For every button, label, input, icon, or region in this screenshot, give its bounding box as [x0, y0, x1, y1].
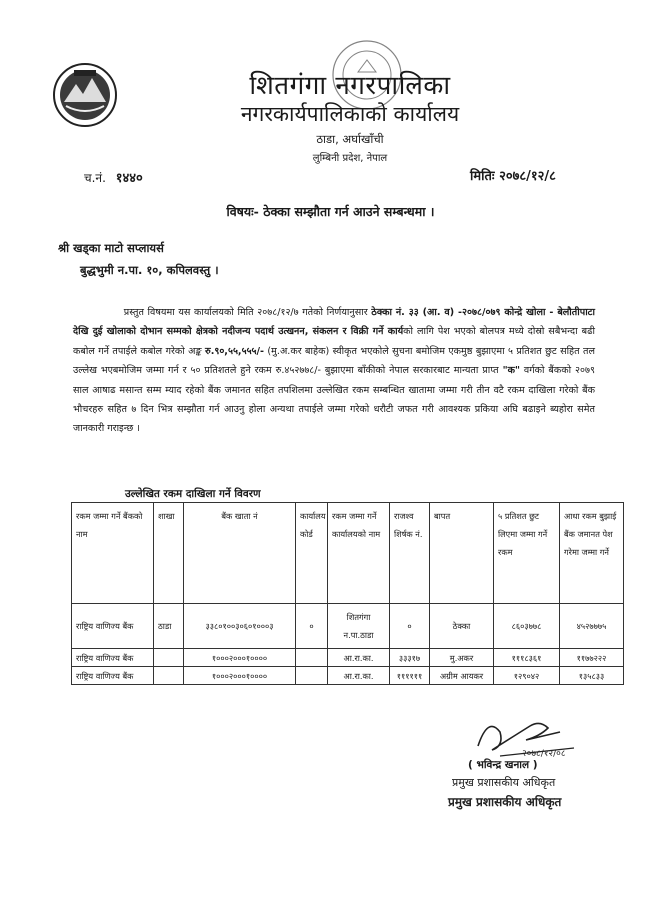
body-bold-2: रु.९०,५५,५५५/- [204, 345, 265, 357]
header-cell: रकम जम्मा गर्ने कार्यालयको नाम [328, 503, 390, 604]
body-bold-3: "क" [502, 365, 520, 377]
table-cell: आ.रा.का. [328, 667, 390, 685]
header-cell: आधा रकम बुझाई बैंक जमानत पेश गरेमा जम्मा गर्ने [560, 503, 624, 604]
table-cell [296, 649, 328, 667]
payment-details-table [71, 502, 624, 685]
table-header-row [72, 503, 624, 604]
letter-body [73, 303, 595, 439]
table-cell: १३५८३३ [560, 667, 624, 685]
table-cell: राष्ट्रिय वाणिज्य बैंक [72, 667, 154, 685]
table-cell: शितगंगा न.पा.ठाडा [328, 604, 390, 649]
body-text-4: वर्गको बैंकको २०७९ साल आषाढ मसान्त सम्म म्याद रहेको बैंक जमानत सहित तपशिलमा उल्लेखित रकम सम्बन्धित खातामा जम्मा गरी तीन वटै रकम दाखिला गरेको बैंक भौचरहरु सहित ७ दिन भित्र सम्झौता गर्न आउनु होला अन्यथा तपाईले जम्मा गरेको धरौटी जफत गरी आवश्यक प्रकिया अघि बढाइने ब्यहोरा समेत जानकारी गराइन्छ । [73, 365, 595, 435]
table-cell: अग्रीम आयकर [430, 667, 494, 685]
table-cell: ३३८०१००३०६०१०००३ [184, 604, 296, 649]
table-cell: १११८३६१ [494, 649, 560, 667]
municipality-logo [52, 62, 118, 128]
table-cell: ठाडा [154, 604, 184, 649]
table-cell: ठेक्का [430, 604, 494, 649]
table-cell: राष्ट्रिय वाणिज्य बैंक [72, 604, 154, 649]
body-text-1: प्रस्तुत विषयमा यस कार्यालयको मिति २०७८/१२/७ गतेको निर्णयानुसार [123, 307, 372, 318]
table-row [72, 649, 624, 667]
table-cell: ४५२७७७५ [560, 604, 624, 649]
body-bold-1: ठेक्का नं. ३३ (आ. व) -२०७८/०७९ कोन्द्रे खोला - बेलौतीपाटा देखि दुई खोलाको दोभान सम्मको क्षेत्रको नदीजन्य पदार्थ उत्खनन, संकलन र विक्री गर्ने कार्य [73, 307, 595, 338]
header-cell: रकम जम्मा गर्ने बैंकको नाम [72, 503, 154, 604]
recipient-name: श्री खड्का माटो सप्लायर्स [58, 241, 164, 255]
letter-date [470, 166, 556, 184]
table-title: उल्लेखित रकम दाखिला गर्ने विवरण [125, 488, 261, 500]
signatory-name: ( भविन्द्र खनाल ) [468, 759, 538, 771]
address-line-1: ठाडा, अर्घाखाँची [316, 132, 384, 146]
table-cell [296, 667, 328, 685]
header-cell: शाखा [154, 503, 184, 604]
table-cell: ८६०३७७८ [494, 604, 560, 649]
table-cell [154, 667, 184, 685]
ref-number: १४४० [115, 171, 143, 186]
table-cell: मु.अकर [430, 649, 494, 667]
body-text-3: (मु.अ.कर बाहेक) स्वीकृत भएकोले सुचना बमोजिम एकमुष्ठ बुझाएमा ५ प्रतिशत छुट सहित तल उल्लेख भएबमोजिम जम्मा गर्न र ५० प्रतिशतले हुने रकम रु.४५२७७८/- बुझाएमा बाँकीको नेपाल सरकारबाट मान्यता प्राप्त [73, 345, 595, 377]
table-cell: आ.रा.का. [328, 649, 390, 667]
header-cell: राजश्व शिर्षक नं. [390, 503, 430, 604]
body-text-2: को लागि पेश भएको बोलपत्र मध्ये दोस्रो सबैभन्दा बढी कबोल गर्ने तपाईले कबोल गरेको अङ्क [73, 326, 595, 357]
table-cell: १०००२०००१०००० [184, 667, 296, 685]
address-line-2: लुम्बिनी प्रदेश, नेपाल [312, 153, 388, 164]
signature-date: २०७८/१२/०८ [522, 749, 566, 759]
table-cell: ० [390, 604, 430, 649]
position-stamp: प्रमुख प्रशासकीय अधिकृत [448, 795, 562, 809]
reference-number [84, 168, 143, 186]
recipient-address: बुद्धभुमी न.पा. १०, कपिलवस्तु । [80, 263, 219, 277]
table-cell: ११७७२२२ [560, 649, 624, 667]
table-cell [154, 649, 184, 667]
date-value: २०७८/१२/८ [499, 169, 556, 184]
table-cell: राष्ट्रिय वाणिज्य बैंक [72, 649, 154, 667]
ref-label: च.नं. [84, 171, 106, 185]
table-cell: १०००२०००१०००० [184, 649, 296, 667]
table-cell: ० [296, 604, 328, 649]
signatory-position: प्रमुख प्रशासकीय अधिकृत [452, 776, 556, 789]
header-cell: बापत [430, 503, 494, 604]
table-cell: ३३३१७ [390, 649, 430, 667]
office-subtitle: नगरकार्यपालिकाको कार्यालय [240, 102, 460, 126]
handwritten-signature [470, 706, 580, 766]
table-cell: ११११११ [390, 667, 430, 685]
header-cell: कार्यालय कोर्ड [296, 503, 328, 604]
header-cell: बैंक खाता नं [184, 503, 296, 604]
table-cell: १२९०४२ [494, 667, 560, 685]
date-label: मितिः [470, 169, 495, 184]
subject-line: विषयः- ठेक्का सम्झौता गर्न आउने सम्बन्धमा । [226, 204, 435, 219]
table-row [72, 604, 624, 649]
office-name: शितगंगा नगरपालिका [249, 71, 451, 101]
table-row [72, 667, 624, 685]
header-cell: ५ प्रतिशत छुट लिएमा जम्मा गर्ने रकम [494, 503, 560, 604]
